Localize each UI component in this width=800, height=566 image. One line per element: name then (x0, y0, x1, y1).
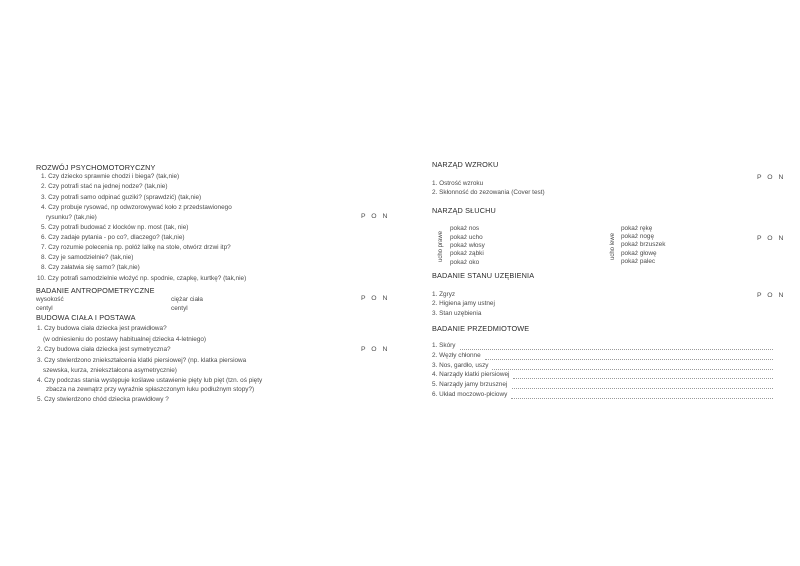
right-ear-item-2: pokaż ucho (450, 234, 483, 241)
exam-item-2: 2. Węzły chłonne (432, 352, 481, 359)
psychomotor-item-5: 5. Czy potrafi budować z klocków np. most (tak, nie) (41, 224, 189, 231)
psychomotor-item-4-cont: rysunku? (tak,nie) (46, 214, 97, 221)
psychomotor-item-7: 7. Czy rozumie polecenia np. połóż lalkę na stole, otwórz drzwi itp? (41, 244, 231, 251)
posture-item-3-cont: szewska, kurza, zniekształcona asymetrycznie) (43, 367, 177, 374)
vision-item-2: 2. Skłonność do zezowania (Cover test) (432, 189, 545, 196)
teeth-item-2: 2. Higiena jamy ustnej (432, 300, 495, 307)
left-ear-item-5: pokaż palec (621, 258, 656, 265)
hearing-heading: NARZĄD SŁUCHU (432, 206, 496, 215)
posture-item-1: 1. Czy budowa ciała dziecka jest prawidłowa? (37, 325, 167, 332)
psychomotor-item-2: 2. Czy potrafi stać na jednej nodze? (tak,nie) (41, 183, 168, 190)
exam-item-1-line (460, 349, 773, 350)
exam-item-1: 1. Skóry (432, 342, 456, 349)
psychomotor-item-10: 10. Czy potrafi samodzielnie włożyć np. spodnie, czapkę, kurtkę? (tak,nie) (37, 275, 247, 282)
right-ear-label: ucho prawe (438, 230, 444, 262)
right-ear-item-5: pokaż oko (450, 259, 480, 266)
psychomotor-item-9: 8. Czy załatwia się samo? (tak,nie) (41, 264, 140, 271)
exam-item-4-line (513, 378, 773, 379)
vision-item-1: 1. Ostrość wzroku (432, 180, 484, 187)
left-ear-label: ucho lewe (610, 232, 616, 260)
exam-item-4: 4. Narządy klatki piersiowej (432, 371, 510, 378)
pon-marker-posture: P O N (361, 346, 390, 353)
right-ear-item-1: pokaż nos (450, 225, 480, 232)
right-ear-item-3: pokaż włosy (450, 242, 485, 249)
pon-marker-vision: P O N (757, 174, 786, 181)
height-centile-label: centyl (36, 305, 53, 312)
weight-centile-label: centyl (171, 305, 188, 312)
exam-item-2-line (485, 359, 773, 360)
exam-item-3: 3. Nos, gardło, uszy (432, 362, 489, 369)
physical-exam-heading: BADANIE PRZEDMIOTOWE (432, 324, 530, 333)
pon-marker-anthropometric: P O N (361, 295, 390, 302)
psychomotor-item-1: 1. Czy dziecko sprawnie chodzi i biega? (tak,nie) (41, 173, 180, 180)
teeth-heading: BADANIE STANU UZĘBIENIA (432, 271, 535, 280)
posture-item-4-cont: zbacza na zewnątrz przy wyraźnie spłaszczonym łuku podłużnym stopy?) (46, 386, 255, 393)
left-ear-item-3: pokaż brzuszek (621, 241, 666, 248)
pon-marker-psychomotor: P O N (361, 213, 390, 220)
exam-item-5: 5. Narządy jamy brzusznej (432, 381, 508, 388)
left-ear-item-2: pokaż nogę (621, 233, 655, 240)
left-ear-item-1: pokaż rękę (621, 225, 653, 232)
posture-item-4: 4. Czy podczas stania występuje koślawe ustawienie pięty lub pięt (tzn. oś pięty (37, 377, 263, 384)
psychomotor-item-3: 3. Czy potrafi samo odpinać guziki? (sprawdzić) (tak,nie) (41, 194, 202, 201)
psychomotor-item-4: 4. Czy probuje rysować, np odwzorowywać koło z przedstawionego (41, 204, 232, 211)
psychomotor-item-6: 6. Czy zadaje pytania - po co?, dlaczego? (tak,nie) (41, 234, 185, 241)
pon-marker-hearing: P O N (757, 235, 786, 242)
exam-item-5-line (512, 388, 773, 389)
posture-item-2: 2. Czy budowa ciała dziecka jest symetryczna? (37, 346, 171, 353)
psychomotor-item-8: 8. Czy je samodzielnie? (tak,nie) (41, 254, 134, 261)
pon-marker-teeth: P O N (757, 292, 786, 299)
weight-label: ciężar ciała (171, 296, 203, 303)
vision-heading: NARZĄD WZROKU (432, 160, 499, 169)
exam-item-6: 6. Układ moczowo-płciowy (432, 391, 508, 398)
exam-item-6-line (511, 398, 773, 399)
anthropometric-heading: BADANIE ANTROPOMETRYCZNE (36, 286, 155, 295)
teeth-item-1: 1. Zgryz (432, 291, 456, 298)
height-label: wysokość (36, 296, 64, 303)
psychomotor-heading: ROZWÓJ PSYCHOMOTORYCZNY (36, 163, 156, 172)
posture-item-5: 5. Czy stwierdzono chód dziecka prawidłowy ? (37, 396, 169, 403)
left-ear-item-4: pokaż głowę (621, 250, 657, 257)
teeth-item-3: 3. Stan uzębienia (432, 310, 482, 317)
right-ear-item-4: pokaż ząbki (450, 250, 484, 257)
exam-item-3-line (492, 369, 773, 370)
posture-heading: BUDOWA CIAŁA I POSTAWA (36, 313, 136, 322)
posture-item-3: 3. Czy stwierdzono zniekształcenia klatki piersiowej? (np. klatka piersiowa (37, 357, 247, 364)
posture-item-1-cont: (w odniesieniu do postawy habitualnej dziecka 4-letniego) (43, 336, 207, 343)
